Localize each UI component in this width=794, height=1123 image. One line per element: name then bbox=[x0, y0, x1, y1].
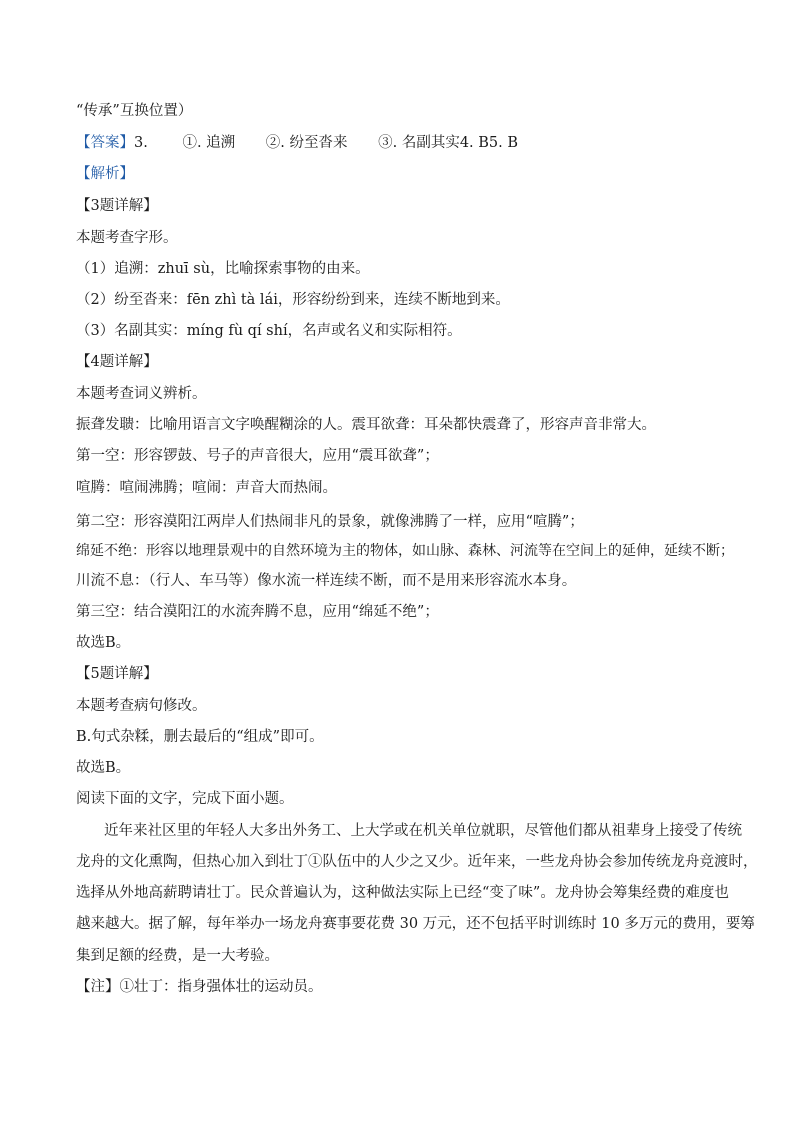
passage-line-5: 集到足额的经费，是一大考验。 bbox=[76, 948, 279, 964]
passage-line-4: 越来越大。据了解，每年举办一场龙舟赛事要花费 30 万元，还不包括平时训练时 10 多万元的费用，要筹 bbox=[76, 916, 755, 932]
reading-instruction: 阅读下面的文字，完成下面小题。 bbox=[76, 791, 294, 807]
q3-item-3: （3）名副其实：míng fù qí shí，名声或名义和实际相符。 bbox=[76, 323, 462, 339]
analysis-label: 【解析】 bbox=[76, 166, 134, 182]
q4-line-7: 第三空：结合漠阳江的水流奔腾不息，应用“绵延不绝”； bbox=[76, 604, 439, 620]
q4-line-3: 喧腾：喧闹沸腾；喧闹：声音大而热闹。 bbox=[76, 480, 337, 496]
note-text: ①壮丁：指身强体壮的运动员。 bbox=[119, 979, 323, 995]
q4-line-4: 第二空：形容漠阳江两岸人们热闹非凡的景象，就像沸腾了一样，应用“喧腾”； bbox=[76, 514, 584, 530]
q5-title: 【5题详解】 bbox=[76, 666, 158, 682]
q5-line-2: 故选B。 bbox=[76, 760, 131, 776]
q4-line-8: 故选B。 bbox=[76, 635, 131, 651]
q4-title: 【4题详解】 bbox=[76, 354, 158, 370]
q4-line-5: 绵延不绝：形容以地理景观中的自然环境为主的物体，如山脉、森林、河流等在空间上的延伸，延续不断； bbox=[76, 543, 734, 559]
q3-item-1: （1）追溯：zhuī sù，比喻探索事物的由来。 bbox=[76, 261, 370, 277]
note-label: 【注】 bbox=[76, 979, 120, 995]
q3-item-2: （2）纷至沓来：fēn zhì tà lái，形容纷纷到来，连续不断地到来。 bbox=[76, 292, 510, 308]
q5-line-1: B.句式杂糅，删去最后的“组成”即可。 bbox=[76, 729, 324, 745]
q4-intro: 本题考查词义辨析。 bbox=[76, 386, 207, 402]
passage-line-1: 近年来社区里的年轻人大多出外务工、上大学或在机关单位就职，尽管他们都从祖辈身上接受了传统 bbox=[104, 823, 742, 839]
q4-line-6: 川流不息：（行人、车马等）像水流一样连续不断，而不是用来形容流水本身。 bbox=[76, 573, 577, 589]
answer-label: 【答案】 bbox=[76, 135, 134, 151]
answer-line bbox=[76, 133, 726, 153]
q4-line-2: 第一空：形容锣鼓、号子的声音很大，应用“震耳欲聋”； bbox=[76, 448, 439, 464]
answer-item-1: ①. 追溯 bbox=[182, 135, 236, 151]
answer-prefix: 3. bbox=[134, 135, 148, 151]
q3-title: 【3题详解】 bbox=[76, 198, 158, 214]
q5-intro: 本题考查病句修改。 bbox=[76, 698, 207, 714]
continuation-line: “传承”互换位置） bbox=[76, 103, 193, 119]
answer-suffix: 4. B5. B bbox=[459, 135, 519, 151]
q4-line-1: 振聋发聩：比喻用语言文字唤醒糊涂的人。震耳欲聋：耳朵都快震聋了，形容声音非常大。 bbox=[76, 417, 656, 433]
answer-item-3: ③. 名副其实 bbox=[378, 135, 460, 151]
q3-intro: 本题考查字形。 bbox=[76, 230, 178, 246]
answer-item-2: ②. 纷至沓来 bbox=[265, 135, 348, 151]
note-line bbox=[76, 977, 726, 997]
passage-line-2: 龙舟的文化熏陶，但热心加入到壮丁①队伍中的人少之又少。近年来，一些龙舟协会参加传统龙舟竞渡时， bbox=[76, 854, 758, 870]
passage-line-3: 选择从外地高薪聘请壮丁。民众普遍认为，这种做法实际上已经“变了味”。龙舟协会筹集经费的难度也 bbox=[76, 885, 729, 901]
